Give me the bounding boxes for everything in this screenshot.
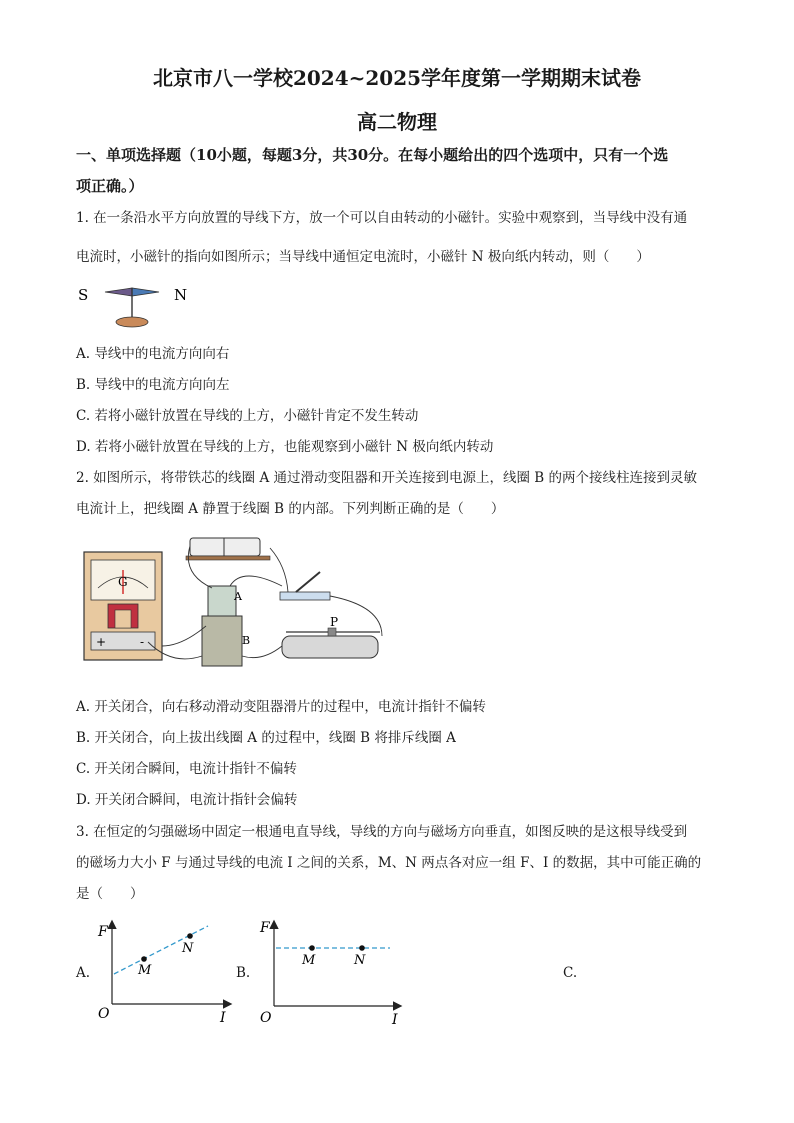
galvanometer-label: G	[118, 575, 128, 589]
graph-b-f-label: F	[260, 920, 270, 936]
q2-option-a[interactable]: A. 开关闭合，向右移动滑动变阻器滑片的过程中，电流计指针不偏转	[76, 699, 486, 715]
q3-graph-b	[256, 914, 406, 1028]
graph-b-point-n	[359, 945, 365, 951]
exam-title: 北京市八一学校2024~2025学年度第一学期期末试卷	[152, 66, 642, 90]
compass-needle-figure	[72, 278, 202, 336]
q1-option-a[interactable]: A. 导线中的电流方向向右	[76, 346, 230, 362]
q1-stem-line2: 电流时，小磁针的指向如图所示；当导线中通恒定电流时，小磁针 N 极向纸内转动，则（ ）	[76, 249, 650, 265]
q1-option-c[interactable]: C. 若将小磁针放置在导线的上方，小磁针肯定不发生转动	[76, 408, 419, 424]
graph-a-n-label: N	[182, 941, 194, 956]
needle-s-half	[105, 288, 132, 296]
subject-title: 高二物理	[357, 110, 437, 134]
battery	[190, 538, 260, 556]
q1-option-b[interactable]: B. 导线中的电流方向向左	[76, 377, 230, 393]
graph-b-origin-label: O	[260, 1010, 272, 1026]
q2-option-d[interactable]: D. 开关闭合瞬间，电流计指针会偏转	[76, 792, 298, 808]
section-heading-line1: 一、单项选择题（10小题，每题3分，共30分。在每小题给出的四个选项中，只有一个选	[76, 146, 669, 164]
q3-graph-a	[94, 914, 236, 1024]
q1-stem-line1: 1. 在一条沿水平方向放置的导线下方，放一个可以自由转动的小磁针。实验中观察到，当导线中没有通	[76, 210, 688, 226]
graph-b-m-label: M	[302, 953, 316, 968]
graph-b-n-label: N	[354, 953, 366, 968]
q1-option-d[interactable]: D. 若将小磁针放置在导线的上方，也能观察到小磁针 N 极向纸内转动	[76, 439, 494, 455]
switch-lever	[296, 572, 320, 592]
graph-a-origin-label: O	[98, 1006, 110, 1022]
rheostat-slider	[328, 628, 336, 636]
graph-a-m-label: M	[138, 963, 152, 978]
q2-stem-line1: 2. 如图所示，将带铁芯的线圈 A 通过滑动变阻器和开关连接到电源上，线圈 B 的两个接线柱连接到灵敏	[76, 470, 698, 486]
induction-apparatus-figure	[82, 526, 392, 674]
graph-a-point-m	[141, 956, 147, 962]
q2-option-b[interactable]: B. 开关闭合，向上拔出线圈 A 的过程中，线圈 B 将排斥线圈 A	[76, 730, 456, 746]
q2-option-c[interactable]: C. 开关闭合瞬间，电流计指针不偏转	[76, 761, 297, 777]
section-heading	[76, 140, 668, 202]
minus-terminal-label: -	[140, 635, 145, 649]
rheostat	[282, 636, 378, 658]
q3-option-b-label[interactable]: B.	[236, 965, 251, 981]
coil-a-label: A	[234, 590, 242, 603]
graph-a-f-label: F	[98, 924, 108, 940]
battery-base	[186, 556, 270, 560]
graph-b-i-label: I	[392, 1012, 398, 1028]
q3-stem-line2: 的磁场力大小 F 与通过导线的电流 I 之间的关系，M、N 两点各对应一组 F、I 的数据，其中可能正确的	[76, 855, 702, 871]
q3-option-c-label[interactable]: C.	[563, 965, 578, 981]
coil-b	[202, 616, 242, 666]
q2-stem-line2: 电流计上，把线圈 A 静置于线圈 B 的内部。下列判断正确的是（ ）	[76, 501, 505, 517]
switch	[280, 592, 330, 600]
coil-a	[208, 586, 236, 616]
q3-stem-line1: 3. 在恒定的匀强磁场中固定一根通电直导线，导线的方向与磁场方向垂直，如图反映的是这根导线受到	[76, 824, 688, 840]
plus-terminal-label: +	[96, 635, 107, 649]
compass-base	[116, 317, 148, 327]
figure-s-label: S	[78, 286, 89, 304]
coil-b-label: B	[242, 634, 251, 647]
graph-a-i-label: I	[220, 1010, 226, 1024]
graph-a-point-n	[187, 933, 193, 939]
needle-n-half	[132, 288, 159, 296]
graph-b-point-m	[309, 945, 315, 951]
q3-option-a-label[interactable]: A.	[76, 965, 91, 981]
magnet-gap	[115, 610, 131, 628]
figure-n-label: N	[174, 286, 188, 304]
slider-label: P	[330, 615, 339, 629]
section-heading-line2: 项正确。）	[76, 177, 144, 195]
graph-a-dashed-line	[114, 926, 208, 974]
q3-stem-line3: 是（ ）	[76, 886, 144, 902]
